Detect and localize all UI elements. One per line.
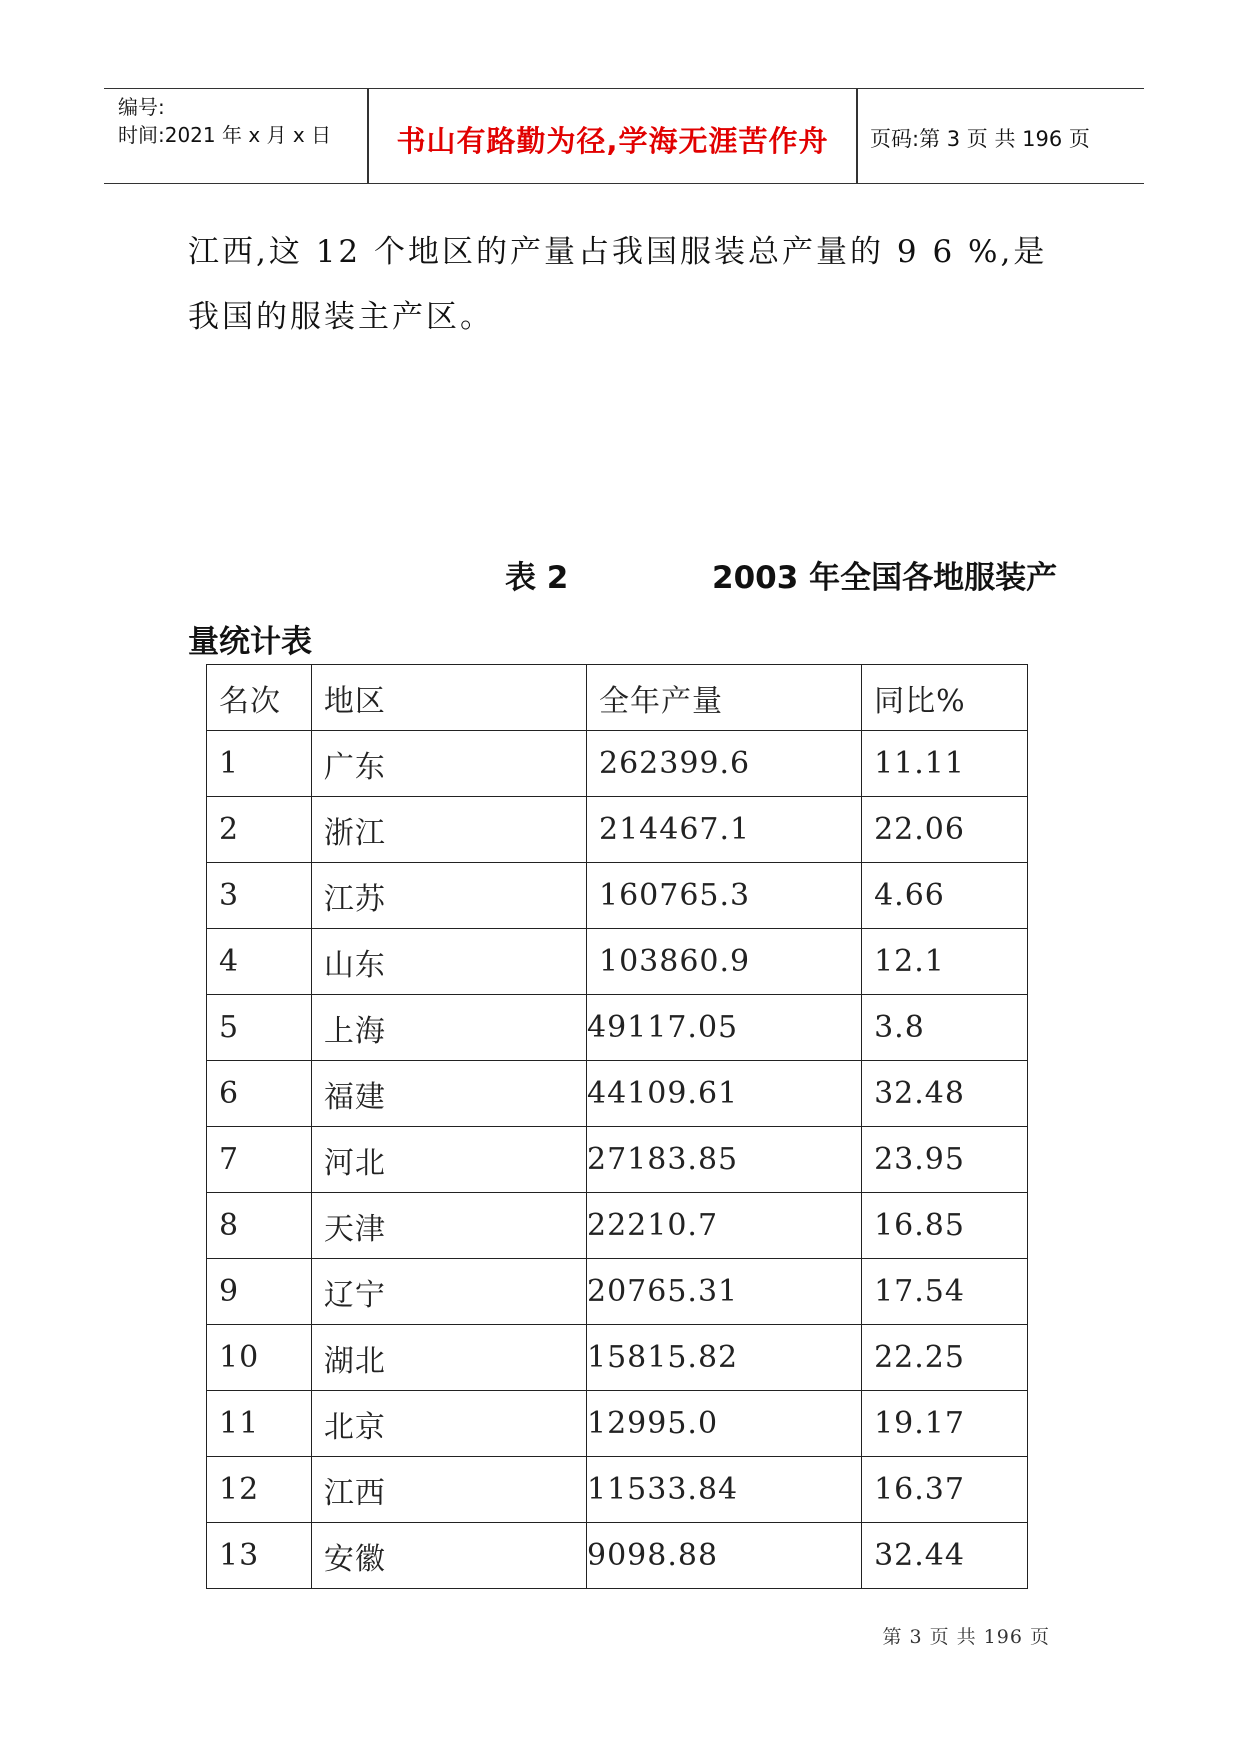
cell-yoy: 19.17 (862, 1391, 1028, 1457)
production-table (206, 664, 1028, 1589)
cell-output: 12995.0 (586, 1391, 861, 1457)
page-header (104, 88, 1144, 184)
cell-output: 20765.31 (586, 1259, 861, 1325)
cell-yoy: 23.95 (862, 1127, 1028, 1193)
body-text-line: 江西,这 12 个地区的产量占我国服装总产量的 9 6 %,是 (188, 234, 1048, 270)
table-row (207, 1457, 1028, 1523)
cell-output: 9098.88 (586, 1523, 861, 1589)
table-caption-title: 2003 年全国各地服装产 (712, 560, 1058, 596)
table-row (207, 1325, 1028, 1391)
cell-region: 江苏 (311, 863, 586, 929)
table-row (207, 1391, 1028, 1457)
cell-output: 103860.9 (586, 929, 861, 995)
table-row (207, 1061, 1028, 1127)
header-motto: 书山有路勤为径,学海无涯苦作舟 (396, 124, 829, 158)
cell-rank: 7 (207, 1127, 312, 1193)
cell-yoy: 12.1 (862, 929, 1028, 995)
time-label: 时间:2021 年 x 月 x 日 (118, 123, 332, 147)
cell-output: 160765.3 (586, 863, 861, 929)
header-meta (118, 93, 331, 149)
cell-yoy: 22.25 (862, 1325, 1028, 1391)
table-row (207, 863, 1028, 929)
table-row (207, 1259, 1028, 1325)
table-caption-number: 表 2 (505, 560, 569, 596)
cell-rank: 10 (207, 1325, 312, 1391)
cell-rank: 2 (207, 797, 312, 863)
cell-rank: 1 (207, 731, 312, 797)
cell-rank: 5 (207, 995, 312, 1061)
cell-rank: 12 (207, 1457, 312, 1523)
cell-region: 广东 (311, 731, 586, 797)
cell-yoy: 16.37 (862, 1457, 1028, 1523)
table-row (207, 731, 1028, 797)
cell-rank: 8 (207, 1193, 312, 1259)
cell-output: 49117.05 (586, 995, 861, 1061)
cell-yoy: 32.48 (862, 1061, 1028, 1127)
cell-yoy: 16.85 (862, 1193, 1028, 1259)
cell-region: 辽宁 (311, 1259, 586, 1325)
cell-output: 44109.61 (586, 1061, 861, 1127)
header-page-label: 页码:第 3 页 共 196 页 (870, 127, 1090, 151)
cell-rank: 11 (207, 1391, 312, 1457)
table-row (207, 929, 1028, 995)
cell-yoy: 4.66 (862, 863, 1028, 929)
table-caption-continuation: 量统计表 (188, 624, 312, 660)
cell-rank: 6 (207, 1061, 312, 1127)
cell-yoy: 11.11 (862, 731, 1028, 797)
cell-yoy: 32.44 (862, 1523, 1028, 1589)
cell-region: 上海 (311, 995, 586, 1061)
cell-rank: 3 (207, 863, 312, 929)
table-row (207, 797, 1028, 863)
cell-rank: 13 (207, 1523, 312, 1589)
header-cell-output: 全年产量 (586, 665, 861, 731)
table-row (207, 1193, 1028, 1259)
table-body (207, 731, 1028, 1589)
header-cell-region: 地区 (311, 665, 586, 731)
table-row (207, 1127, 1028, 1193)
cell-region: 福建 (311, 1061, 586, 1127)
cell-output: 22210.7 (586, 1193, 861, 1259)
cell-region: 山东 (311, 929, 586, 995)
cell-region: 浙江 (311, 797, 586, 863)
body-text-line: 我国的服装主产区。 (188, 299, 494, 335)
cell-region: 河北 (311, 1127, 586, 1193)
cell-output: 11533.84 (586, 1457, 861, 1523)
cell-output: 262399.6 (586, 731, 861, 797)
header-divider (856, 89, 858, 183)
cell-yoy: 3.8 (862, 995, 1028, 1061)
cell-yoy: 22.06 (862, 797, 1028, 863)
cell-region: 湖北 (311, 1325, 586, 1391)
serial-label: 编号: (118, 95, 165, 119)
table-row (207, 1523, 1028, 1589)
cell-region: 江西 (311, 1457, 586, 1523)
cell-yoy: 17.54 (862, 1259, 1028, 1325)
cell-output: 27183.85 (586, 1127, 861, 1193)
cell-output: 15815.82 (586, 1325, 861, 1391)
cell-region: 北京 (311, 1391, 586, 1457)
header-cell-yoy: 同比% (862, 665, 1028, 731)
header-cell-rank: 名次 (207, 665, 312, 731)
table-row (207, 995, 1028, 1061)
cell-rank: 4 (207, 929, 312, 995)
cell-region: 天津 (311, 1193, 586, 1259)
page-footer: 第 3 页 共 196 页 (882, 1626, 1050, 1648)
cell-region: 安徽 (311, 1523, 586, 1589)
table-header-row (207, 665, 1028, 731)
cell-rank: 9 (207, 1259, 312, 1325)
cell-output: 214467.1 (586, 797, 861, 863)
